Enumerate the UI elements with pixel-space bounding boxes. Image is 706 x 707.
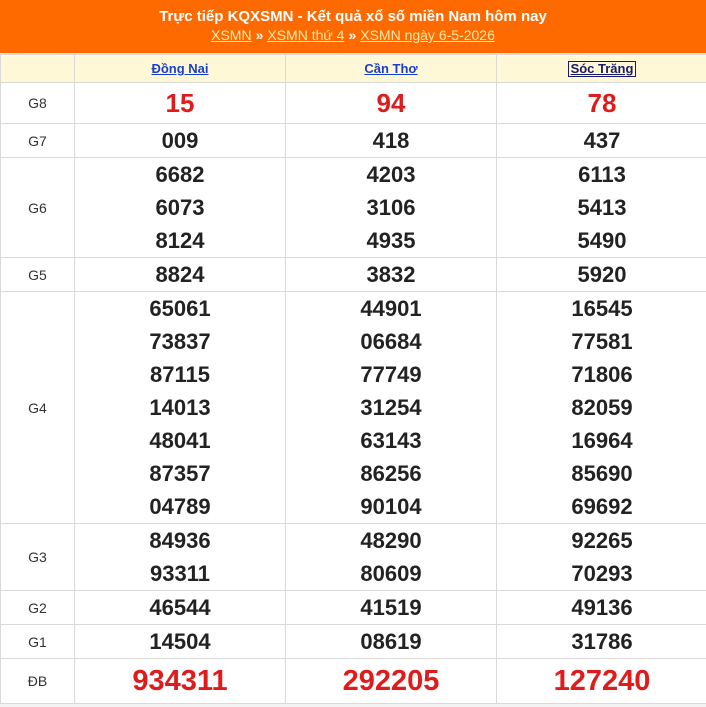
prize-cell <box>497 524 706 591</box>
prize-cell <box>75 524 286 591</box>
prize-number: 87115 <box>75 358 285 391</box>
breadcrumb-separator: » <box>344 27 360 43</box>
prize-number: 41519 <box>286 591 496 624</box>
prize-number: 84936 <box>75 524 285 557</box>
prize-label: G6 <box>1 158 75 258</box>
prize-cell <box>286 258 497 292</box>
prize-number: 94 <box>286 87 496 120</box>
breadcrumb-xsmn-link[interactable]: XSMN <box>211 27 251 43</box>
prize-row-g5 <box>1 258 706 292</box>
prize-cell <box>497 124 706 158</box>
prize-cell <box>286 292 497 524</box>
prize-number: 90104 <box>286 490 496 523</box>
province-header-row <box>1 55 706 83</box>
prize-number: 06684 <box>286 325 496 358</box>
prize-number: 6682 <box>75 158 285 191</box>
breadcrumb-xsmn-weekday-link[interactable]: XSMN thứ 4 <box>267 27 344 43</box>
prize-cell <box>75 124 286 158</box>
prize-cell <box>75 258 286 292</box>
prize-cell <box>497 158 706 258</box>
prize-label: G8 <box>1 83 75 124</box>
prize-number: 14013 <box>75 391 285 424</box>
special-prize-number: 127240 <box>497 665 706 698</box>
special-prize-number: 292205 <box>286 665 496 698</box>
prize-number: 009 <box>75 124 285 157</box>
prize-row-g2 <box>1 591 706 625</box>
prize-row-g4 <box>1 292 706 524</box>
prize-number: 3832 <box>286 258 496 291</box>
prize-cell <box>497 258 706 292</box>
prize-number: 48041 <box>75 424 285 457</box>
province-link-dong-nai[interactable]: Đồng Nai <box>151 61 208 76</box>
prize-number: 08619 <box>286 625 496 658</box>
prize-label: G4 <box>1 292 75 524</box>
prize-number: 437 <box>497 124 706 157</box>
prize-cell <box>497 292 706 524</box>
prize-number: 31786 <box>497 625 706 658</box>
prize-row-g1 <box>1 625 706 659</box>
prize-row-g3 <box>1 524 706 591</box>
prize-label: G3 <box>1 524 75 591</box>
prize-cell <box>497 591 706 625</box>
prize-label: ĐB <box>1 659 75 704</box>
prize-row-db <box>1 659 706 704</box>
prize-column-header <box>1 55 75 83</box>
prize-cell <box>286 124 497 158</box>
prize-number: 73837 <box>75 325 285 358</box>
province-link-soc-trang[interactable]: Sóc Trăng <box>568 61 637 77</box>
prize-cell <box>75 292 286 524</box>
prize-number: 85690 <box>497 457 706 490</box>
prize-number: 82059 <box>497 391 706 424</box>
prize-number: 3106 <box>286 191 496 224</box>
prize-cell <box>286 83 497 124</box>
prize-cell <box>75 591 286 625</box>
results-table <box>0 54 706 704</box>
prize-number: 49136 <box>497 591 706 624</box>
prize-number: 65061 <box>75 292 285 325</box>
prize-label: G7 <box>1 124 75 158</box>
prize-cell <box>286 158 497 258</box>
prize-cell <box>75 158 286 258</box>
prize-number: 31254 <box>286 391 496 424</box>
prize-number: 80609 <box>286 557 496 590</box>
prize-row-g7 <box>1 124 706 158</box>
prize-number: 5920 <box>497 258 706 291</box>
prize-label: G5 <box>1 258 75 292</box>
prize-cell <box>75 625 286 659</box>
breadcrumb-xsmn-date-link[interactable]: XSMN ngày 6-5-2026 <box>360 27 495 43</box>
prize-cell <box>497 625 706 659</box>
breadcrumb-separator: » <box>252 27 268 43</box>
province-header <box>75 55 286 83</box>
prize-label: G2 <box>1 591 75 625</box>
prize-number: 4935 <box>286 224 496 257</box>
prize-cell <box>286 591 497 625</box>
prize-number: 63143 <box>286 424 496 457</box>
province-link-can-tho[interactable]: Cần Thơ <box>364 61 417 76</box>
breadcrumb <box>0 26 706 44</box>
prize-number: 70293 <box>497 557 706 590</box>
prize-row-g8 <box>1 83 706 124</box>
prize-cell <box>286 524 497 591</box>
results-body <box>1 83 706 704</box>
prize-number: 418 <box>286 124 496 157</box>
prize-number: 86256 <box>286 457 496 490</box>
prize-number: 04789 <box>75 490 285 523</box>
prize-number: 8824 <box>75 258 285 291</box>
prize-number: 71806 <box>497 358 706 391</box>
prize-number: 44901 <box>286 292 496 325</box>
prize-number: 16545 <box>497 292 706 325</box>
prize-number: 92265 <box>497 524 706 557</box>
prize-number: 87357 <box>75 457 285 490</box>
prize-number: 46544 <box>75 591 285 624</box>
prize-number: 78 <box>497 87 706 120</box>
special-prize-number: 934311 <box>75 665 285 698</box>
prize-label: G1 <box>1 625 75 659</box>
prize-number: 14504 <box>75 625 285 658</box>
prize-cell <box>497 83 706 124</box>
prize-number: 69692 <box>497 490 706 523</box>
prize-number: 6073 <box>75 191 285 224</box>
prize-cell <box>286 625 497 659</box>
prize-number: 15 <box>75 87 285 120</box>
province-header <box>286 55 497 83</box>
results-header <box>0 0 706 54</box>
prize-cell <box>286 659 497 704</box>
prize-number: 4203 <box>286 158 496 191</box>
prize-cell <box>497 659 706 704</box>
prize-number: 5490 <box>497 224 706 257</box>
prize-number: 93311 <box>75 557 285 590</box>
prize-row-g6 <box>1 158 706 258</box>
page-title: Trực tiếp KQXSMN - Kết quả xổ số miền Nam hôm nay <box>0 0 706 26</box>
province-header <box>497 55 706 83</box>
prize-cell <box>75 83 286 124</box>
prize-number: 48290 <box>286 524 496 557</box>
prize-number: 77749 <box>286 358 496 391</box>
prize-number: 6113 <box>497 158 706 191</box>
prize-number: 16964 <box>497 424 706 457</box>
prize-cell <box>75 659 286 704</box>
prize-number: 8124 <box>75 224 285 257</box>
prize-number: 77581 <box>497 325 706 358</box>
prize-number: 5413 <box>497 191 706 224</box>
